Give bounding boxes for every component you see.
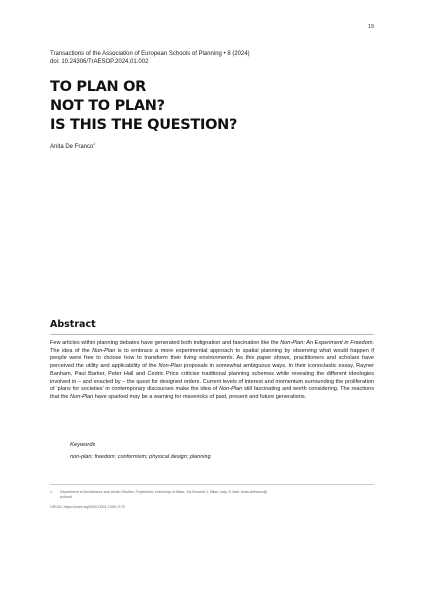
article-title	[50, 78, 370, 135]
title-line-1: TO PLAN OR	[50, 79, 147, 95]
abstract-text-6: have sparked may be a warning for mavericks of past, present and future generations.	[93, 393, 307, 400]
abstract-text-2: . The idea of the	[50, 340, 374, 354]
abstract-text-1: Few articles within planning debates have generated both indignation and fascination like the	[50, 340, 281, 346]
abstract-body	[50, 340, 374, 402]
keywords-list: non-plan; freedom; conformism; physical design; planning	[70, 454, 211, 460]
abstract-emphasis-3: Non-Plan	[158, 363, 182, 370]
doi-line: doi: 10.24306/TrAESOP.2024.01.002	[50, 59, 149, 65]
abstract-divider	[50, 334, 374, 335]
title-line-3: IS THIS THE QUESTION?	[50, 117, 238, 133]
page-number: 19	[367, 24, 374, 30]
abstract-text-5: still fascinating and worth considering. The reactions that the	[50, 386, 374, 400]
author-line	[50, 142, 95, 150]
abstract-text-3: is to embrace a more experimental approach to spatial planning by observing what would happen if people were free to choose how to transform their living environments. As this paper shows, practitioners and scholars have perceived the utility and applicability of the	[50, 347, 374, 370]
footnote-divider	[50, 484, 374, 485]
abstract-heading: Abstract	[50, 319, 96, 330]
author-footnote-marker: 1	[93, 142, 96, 146]
footnote-number: 1	[50, 490, 52, 494]
abstract-emphasis-5: Non-Plan	[70, 393, 94, 400]
abstract-emphasis-4: Non-Plan	[219, 386, 243, 393]
author-name: Anita De Franco	[50, 144, 94, 150]
abstract-emphasis-2: Non-Plan	[92, 347, 116, 354]
abstract-text-4: proposals in somewhat ambiguous ways. In their iconoclastic essay, Rayner Banham, Paul Barker, Peter Hall and Cedric Price criticise traditional planning schemes while revealing the different ideologies involved in – and enacted by – the quest for designed orders. Current levels of interest and momentum surrounding the proliferation of ‘plans for societies’ in contemporary discourses make the idea of	[50, 363, 374, 393]
journal-citation: Transactions of the Association of European Schools of Planning • 8 (2024)	[50, 51, 250, 57]
footnote-text-line-2: polimi.it	[60, 495, 73, 500]
footnote-text-line-1: Department of Architecture and Urban Studies, Polytechnic University of Milan, Via Bonardi 3, Milan, Italy. E-Mail: anita.defranco@	[60, 490, 268, 494]
abstract-emphasis-1: Non-Plan: An Experiment in Freedom	[280, 340, 373, 346]
orcid-link[interactable]: ORCID: https://orcid.org/0000-0001-7399-7170	[50, 505, 125, 509]
keywords-label: Keywords	[70, 442, 96, 448]
title-line-2: NOT TO PLAN?	[50, 98, 165, 114]
footnote	[50, 490, 372, 500]
